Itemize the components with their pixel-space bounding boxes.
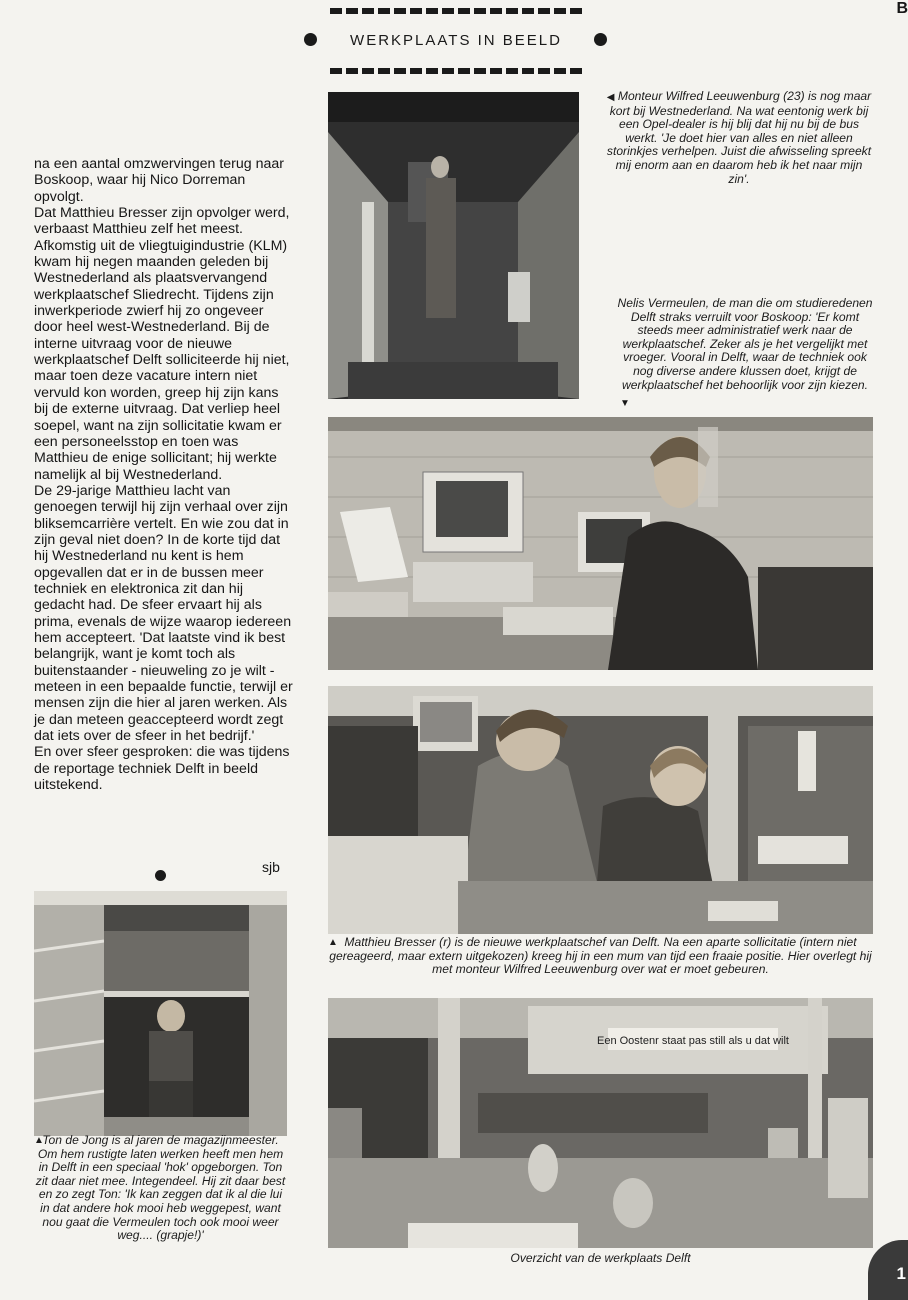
banner-top-border <box>330 8 582 14</box>
caption-nelis <box>614 297 876 392</box>
article-body <box>34 156 294 793</box>
caption-wilfred <box>604 90 874 186</box>
corner-mark: B <box>896 0 908 17</box>
page-number: 1 <box>868 1240 908 1300</box>
caption-text: Matthieu Bresser (r) is de nieuwe werkplaatschef van Delft. Na een aparte sollicitatie (intern niet gereageerd, maar extern uitgekozen) kreeg hij in een mum van tijd een fraaie positie. Hier overlegt hij met monteur Wilfred Leeuwenburg over wat er moet gebeuren. <box>329 935 872 977</box>
pointer-up-icon: ▲ <box>34 1135 44 1146</box>
article-paragraph: na een aantal omzwervingen terug naar Boskoop, waar hij Nico Dorreman opvolgt. <box>34 156 285 205</box>
caption-text: Monteur Wilfred Leeuwenburg (23) is nog maar kort bij Westnederland. Na wat eentonig werk bij een Opel-dealer is hij blij dat hij nu bij de bus werkt. 'Je doet hier van alles en niet alleen storinkjes verhelpen. Juist die afwisseling spreekt mij enorm aan en daarom heb ik het naar mijn zin'. <box>606 89 872 186</box>
pointer-left-icon: ◀ <box>606 92 615 103</box>
author-signature: sjb <box>262 859 280 875</box>
photo-ton-de-jong <box>34 891 287 1136</box>
caption-ton <box>34 1134 287 1243</box>
photo-mechanic-in-pit <box>328 92 579 399</box>
article-paragraph: En over sfeer gesproken: die was tijdens de reportage techniek Delft in beeld uitstekend. <box>34 744 290 794</box>
caption-text: Nelis Vermeulen, de man die om studieredenen Delft straks verruilt voor Boskoop: 'Er komt steeds meer administratief werk naar de werkplaatschef. Zeker als je het vergelijkt met vroeger. Vooral in Delft, waar de techniek ook nog diverse andere klussen doet, krijgt de werkplaatschef het behoorlijk voor zijn kiezen. <box>617 296 873 392</box>
photo-office-nelis <box>328 417 873 670</box>
pointer-down-icon: ▼ <box>620 398 630 409</box>
bullet-dot <box>155 870 166 881</box>
article-paragraph: De 29-jarige Matthieu lacht van genoegen terwijl hij zijn verhaal over zijn bliksemcarrière vertelt. En wie zou dat in zijn geval niet doen? In de korte tijd dat hij Westnederland nu kent is hem opgevallen dat er in de bussen meer techniek en elektronica zit dan hij gedacht had. De sfeer ervaart hij als prima, evenals de wijze waarop iedereen hem accepteert. 'Dat laatste vind ik best belangrijk, want je komt toch als buitenstaander - nieuweling zo je wilt - meteen in een bepaalde functie, terwijl er mensen zijn die hier al jaren werken. Als je dan meteen geaccepteerd wordt zegt dat iets over de sfeer in het bedrijf.' <box>34 482 293 745</box>
bus-banner-text: Een Oostenr staat pas still als u dat wilt <box>597 1035 789 1047</box>
article-paragraph: Dat Matthieu Bresser zijn opvolger werd, verbaast Matthieu zelf het meest. Afkomstig uit de vliegtuigindustrie (KLM) kwam hij negen maanden geleden bij Westnederland als plaatsvervangend werkplaatschef Sliedrecht. Tijdens zijn inwerkperiode zwierf hij zo ongeveer door heel west-Westnederland. Bij de interne uitvraag voor de nieuwe werkplaatschef Delft solliciteerde hij niet, maar toen deze vacature intern niet vervuld kon worden, greep hij zijn kans bij de externe uitvraag. Dat verliep heel soepel, want na zijn sollicitatie kwam er een personeelsstop en toen was Matthieu de enige sollicitant; hij werkte namelijk al bij Westnederland. <box>34 205 290 483</box>
banner-bottom-border <box>330 68 582 74</box>
section-banner <box>330 8 582 74</box>
section-title: WERKPLAATS IN BEELD <box>350 32 562 49</box>
caption-text: Ton de Jong is al jaren de magazijnmeester. Om hem rustigte laten werken heeft men hem in Delft in een speciaal 'hok' opgeborgen. Ton zit daar niet mee. Integendeel. Hij zit daar best en zo zegt Ton: 'Ik kan zeggen dat ik al die lui in dat andere hok mooi heb weggepest, want nou gaat die Vermeulen toch ook mooi weer weg.... (grapje!)' <box>35 1133 286 1243</box>
bullet-dot <box>594 33 607 46</box>
bullet-dot <box>304 33 317 46</box>
pointer-up-icon: ▲ <box>328 937 338 948</box>
photo-workshop-overview <box>328 998 873 1248</box>
caption-matthieu <box>328 936 873 977</box>
photo-matthieu-wilfred <box>328 686 873 934</box>
caption-overview: Overzicht van de werkplaats Delft <box>510 1251 691 1265</box>
